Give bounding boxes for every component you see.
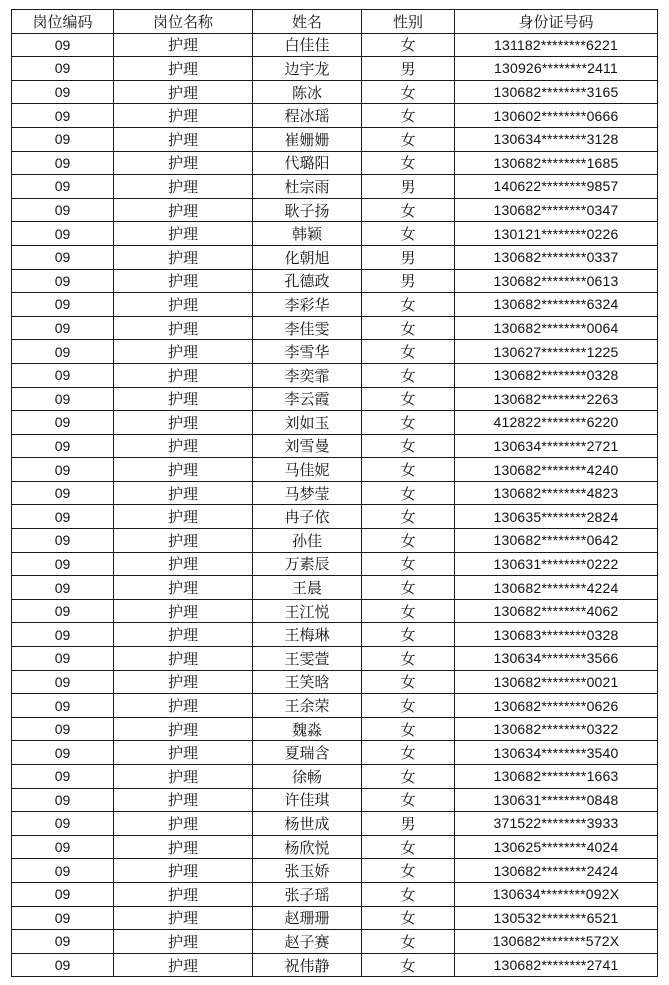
table-row (12, 175, 658, 199)
cell-gender: 男 (362, 175, 455, 199)
table-row (12, 458, 658, 482)
cell-post-code: 09 (12, 33, 114, 57)
cell-name: 张玉娇 (253, 859, 362, 883)
cell-gender: 女 (362, 363, 455, 387)
header-gender: 性别 (362, 10, 455, 34)
cell-id-number: 130532********6521 (455, 906, 658, 930)
cell-id-number: 371522********3933 (455, 812, 658, 836)
cell-post-name: 护理 (114, 741, 253, 765)
table-row (12, 198, 658, 222)
cell-name: 孙佳 (253, 529, 362, 553)
cell-post-code: 09 (12, 505, 114, 529)
cell-post-name: 护理 (114, 434, 253, 458)
cell-post-name: 护理 (114, 529, 253, 553)
cell-id-number: 130682********1663 (455, 765, 658, 789)
cell-gender: 女 (362, 505, 455, 529)
table-row (12, 623, 658, 647)
table-row (12, 906, 658, 930)
cell-gender: 女 (362, 340, 455, 364)
table-row (12, 599, 658, 623)
cell-post-code: 09 (12, 104, 114, 128)
cell-name: 刘雪曼 (253, 434, 362, 458)
cell-post-name: 护理 (114, 175, 253, 199)
table-row (12, 930, 658, 954)
cell-name: 杜宗雨 (253, 175, 362, 199)
cell-post-name: 护理 (114, 316, 253, 340)
cell-gender: 女 (362, 316, 455, 340)
cell-post-code: 09 (12, 647, 114, 671)
cell-id-number: 130682********0021 (455, 670, 658, 694)
cell-post-code: 09 (12, 222, 114, 246)
cell-gender: 女 (362, 198, 455, 222)
cell-name: 王雯萱 (253, 647, 362, 671)
table-row (12, 57, 658, 81)
cell-gender: 女 (362, 741, 455, 765)
cell-id-number: 130682********4224 (455, 576, 658, 600)
table-row (12, 576, 658, 600)
cell-name: 孔德政 (253, 269, 362, 293)
cell-post-name: 护理 (114, 363, 253, 387)
cell-name: 李佳雯 (253, 316, 362, 340)
cell-post-name: 护理 (114, 552, 253, 576)
cell-name: 韩颖 (253, 222, 362, 246)
cell-id-number: 130634********092X (455, 882, 658, 906)
cell-gender: 女 (362, 599, 455, 623)
cell-post-code: 09 (12, 151, 114, 175)
cell-post-code: 09 (12, 529, 114, 553)
cell-post-name: 护理 (114, 269, 253, 293)
table-body (12, 33, 658, 977)
cell-gender: 男 (362, 245, 455, 269)
cell-post-name: 护理 (114, 623, 253, 647)
cell-id-number: 130683********0328 (455, 623, 658, 647)
cell-gender: 女 (362, 906, 455, 930)
cell-gender: 女 (362, 953, 455, 977)
cell-gender: 女 (362, 481, 455, 505)
cell-post-code: 09 (12, 930, 114, 954)
cell-id-number: 130634********3540 (455, 741, 658, 765)
cell-post-name: 护理 (114, 80, 253, 104)
cell-name: 李雪华 (253, 340, 362, 364)
table-row (12, 529, 658, 553)
cell-id-number: 130682********2263 (455, 387, 658, 411)
cell-post-code: 09 (12, 57, 114, 81)
cell-post-name: 护理 (114, 387, 253, 411)
cell-gender: 女 (362, 670, 455, 694)
table-row (12, 670, 658, 694)
cell-id-number: 140622********9857 (455, 175, 658, 199)
cell-post-name: 护理 (114, 198, 253, 222)
candidate-table (11, 9, 658, 977)
cell-name: 杨欣悦 (253, 835, 362, 859)
cell-post-name: 护理 (114, 717, 253, 741)
cell-name: 万素辰 (253, 552, 362, 576)
cell-gender: 女 (362, 104, 455, 128)
cell-post-name: 护理 (114, 151, 253, 175)
cell-post-name: 护理 (114, 599, 253, 623)
cell-post-name: 护理 (114, 930, 253, 954)
cell-gender: 女 (362, 151, 455, 175)
header-id-number: 身份证号码 (455, 10, 658, 34)
cell-post-name: 护理 (114, 245, 253, 269)
cell-id-number: 130682********4062 (455, 599, 658, 623)
table-row (12, 647, 658, 671)
cell-post-name: 护理 (114, 670, 253, 694)
cell-post-name: 护理 (114, 222, 253, 246)
cell-id-number: 130926********2411 (455, 57, 658, 81)
cell-name: 马佳妮 (253, 458, 362, 482)
cell-name: 刘如玉 (253, 411, 362, 435)
cell-post-name: 护理 (114, 481, 253, 505)
cell-id-number: 130682********0328 (455, 363, 658, 387)
cell-post-code: 09 (12, 859, 114, 883)
cell-gender: 女 (362, 529, 455, 553)
cell-gender: 男 (362, 269, 455, 293)
table-row (12, 953, 658, 977)
cell-post-code: 09 (12, 127, 114, 151)
table-row (12, 151, 658, 175)
cell-name: 张子瑶 (253, 882, 362, 906)
table-row (12, 882, 658, 906)
table-row (12, 316, 658, 340)
table-row (12, 411, 658, 435)
cell-id-number: 130682********3165 (455, 80, 658, 104)
cell-post-name: 护理 (114, 576, 253, 600)
cell-post-code: 09 (12, 411, 114, 435)
cell-post-code: 09 (12, 882, 114, 906)
cell-post-name: 护理 (114, 104, 253, 128)
cell-id-number: 130682********6324 (455, 293, 658, 317)
cell-post-code: 09 (12, 293, 114, 317)
header-name: 姓名 (253, 10, 362, 34)
cell-post-name: 护理 (114, 127, 253, 151)
cell-gender: 女 (362, 576, 455, 600)
table-row (12, 859, 658, 883)
cell-name: 徐畅 (253, 765, 362, 789)
cell-id-number: 130634********3566 (455, 647, 658, 671)
cell-name: 魏淼 (253, 717, 362, 741)
cell-id-number: 130602********0666 (455, 104, 658, 128)
cell-post-code: 09 (12, 316, 114, 340)
cell-post-code: 09 (12, 576, 114, 600)
cell-name: 李云霞 (253, 387, 362, 411)
table-row (12, 363, 658, 387)
table-row (12, 788, 658, 812)
cell-gender: 女 (362, 127, 455, 151)
cell-post-code: 09 (12, 741, 114, 765)
cell-post-name: 护理 (114, 458, 253, 482)
cell-post-name: 护理 (114, 788, 253, 812)
cell-post-code: 09 (12, 245, 114, 269)
table-row (12, 269, 658, 293)
cell-id-number: 130682********2741 (455, 953, 658, 977)
cell-post-code: 09 (12, 80, 114, 104)
header-post-name: 岗位名称 (114, 10, 253, 34)
cell-id-number: 130682********4823 (455, 481, 658, 505)
cell-post-code: 09 (12, 623, 114, 647)
cell-gender: 女 (362, 788, 455, 812)
cell-post-code: 09 (12, 198, 114, 222)
cell-post-name: 护理 (114, 340, 253, 364)
cell-id-number: 130682********0322 (455, 717, 658, 741)
cell-name: 边宇龙 (253, 57, 362, 81)
cell-post-code: 09 (12, 175, 114, 199)
cell-name: 白佳佳 (253, 33, 362, 57)
table-row (12, 33, 658, 57)
cell-post-name: 护理 (114, 694, 253, 718)
cell-name: 王余荣 (253, 694, 362, 718)
cell-post-name: 护理 (114, 293, 253, 317)
table-row (12, 741, 658, 765)
cell-gender: 女 (362, 717, 455, 741)
cell-name: 赵子赛 (253, 930, 362, 954)
cell-post-name: 护理 (114, 906, 253, 930)
cell-id-number: 130682********0642 (455, 529, 658, 553)
cell-id-number: 130682********0064 (455, 316, 658, 340)
cell-id-number: 130682********572X (455, 930, 658, 954)
cell-name: 赵珊珊 (253, 906, 362, 930)
cell-id-number: 130121********0226 (455, 222, 658, 246)
cell-post-name: 护理 (114, 765, 253, 789)
cell-gender: 女 (362, 411, 455, 435)
cell-post-code: 09 (12, 340, 114, 364)
cell-id-number: 130627********1225 (455, 340, 658, 364)
cell-post-name: 护理 (114, 953, 253, 977)
table-row (12, 765, 658, 789)
cell-name: 杨世成 (253, 812, 362, 836)
table-row (12, 835, 658, 859)
cell-post-code: 09 (12, 953, 114, 977)
cell-id-number: 130682********0347 (455, 198, 658, 222)
cell-post-code: 09 (12, 387, 114, 411)
cell-post-code: 09 (12, 906, 114, 930)
cell-name: 代璐阳 (253, 151, 362, 175)
table-row (12, 481, 658, 505)
cell-name: 化朝旭 (253, 245, 362, 269)
cell-id-number: 130625********4024 (455, 835, 658, 859)
table-row (12, 387, 658, 411)
cell-gender: 女 (362, 647, 455, 671)
cell-gender: 女 (362, 552, 455, 576)
roster-sheet (11, 9, 658, 977)
cell-post-code: 09 (12, 481, 114, 505)
cell-name: 王梅琳 (253, 623, 362, 647)
header-row (12, 10, 658, 34)
cell-gender: 女 (362, 859, 455, 883)
cell-gender: 女 (362, 222, 455, 246)
cell-id-number: 130631********0848 (455, 788, 658, 812)
cell-id-number: 130682********0613 (455, 269, 658, 293)
cell-id-number: 130634********2721 (455, 434, 658, 458)
cell-id-number: 130682********2424 (455, 859, 658, 883)
cell-post-name: 护理 (114, 859, 253, 883)
cell-post-code: 09 (12, 670, 114, 694)
table-row (12, 434, 658, 458)
cell-name: 程冰瑶 (253, 104, 362, 128)
table-row (12, 340, 658, 364)
cell-name: 许佳琪 (253, 788, 362, 812)
cell-post-code: 09 (12, 552, 114, 576)
cell-id-number: 130634********3128 (455, 127, 658, 151)
cell-name: 王晨 (253, 576, 362, 600)
cell-gender: 女 (362, 458, 455, 482)
cell-gender: 女 (362, 835, 455, 859)
cell-name: 夏瑞含 (253, 741, 362, 765)
cell-name: 耿子扬 (253, 198, 362, 222)
header-post-code: 岗位编码 (12, 10, 114, 34)
table-row (12, 245, 658, 269)
cell-id-number: 130682********4240 (455, 458, 658, 482)
cell-gender: 女 (362, 694, 455, 718)
cell-name: 李奕霏 (253, 363, 362, 387)
cell-id-number: 130682********1685 (455, 151, 658, 175)
cell-post-code: 09 (12, 717, 114, 741)
cell-post-code: 09 (12, 812, 114, 836)
cell-post-name: 护理 (114, 812, 253, 836)
cell-id-number: 130635********2824 (455, 505, 658, 529)
cell-post-code: 09 (12, 835, 114, 859)
cell-id-number: 412822********6220 (455, 411, 658, 435)
table-row (12, 80, 658, 104)
table-row (12, 104, 658, 128)
cell-post-code: 09 (12, 765, 114, 789)
table-row (12, 222, 658, 246)
cell-name: 王江悦 (253, 599, 362, 623)
table-row (12, 812, 658, 836)
cell-post-code: 09 (12, 458, 114, 482)
cell-post-code: 09 (12, 599, 114, 623)
table-row (12, 127, 658, 151)
cell-gender: 女 (362, 293, 455, 317)
table-row (12, 293, 658, 317)
cell-name: 王笑晗 (253, 670, 362, 694)
cell-id-number: 130682********0337 (455, 245, 658, 269)
cell-gender: 女 (362, 387, 455, 411)
cell-post-name: 护理 (114, 411, 253, 435)
cell-name: 祝伟静 (253, 953, 362, 977)
cell-gender: 女 (362, 623, 455, 647)
cell-gender: 女 (362, 765, 455, 789)
table-row (12, 694, 658, 718)
cell-post-code: 09 (12, 694, 114, 718)
cell-gender: 男 (362, 812, 455, 836)
cell-id-number: 130631********0222 (455, 552, 658, 576)
cell-post-code: 09 (12, 434, 114, 458)
table-row (12, 552, 658, 576)
cell-post-name: 护理 (114, 33, 253, 57)
cell-gender: 女 (362, 434, 455, 458)
cell-post-name: 护理 (114, 882, 253, 906)
cell-name: 陈冰 (253, 80, 362, 104)
cell-name: 崔姗姗 (253, 127, 362, 151)
cell-gender: 女 (362, 930, 455, 954)
table-row (12, 505, 658, 529)
cell-id-number: 130682********0626 (455, 694, 658, 718)
cell-gender: 女 (362, 80, 455, 104)
cell-post-name: 护理 (114, 835, 253, 859)
cell-name: 冉子依 (253, 505, 362, 529)
cell-id-number: 131182********6221 (455, 33, 658, 57)
cell-post-code: 09 (12, 269, 114, 293)
cell-gender: 男 (362, 57, 455, 81)
cell-post-code: 09 (12, 788, 114, 812)
cell-name: 李彩华 (253, 293, 362, 317)
cell-gender: 女 (362, 882, 455, 906)
cell-name: 马梦莹 (253, 481, 362, 505)
table-row (12, 717, 658, 741)
cell-gender: 女 (362, 33, 455, 57)
cell-post-name: 护理 (114, 505, 253, 529)
cell-post-name: 护理 (114, 57, 253, 81)
cell-post-code: 09 (12, 363, 114, 387)
cell-post-name: 护理 (114, 647, 253, 671)
